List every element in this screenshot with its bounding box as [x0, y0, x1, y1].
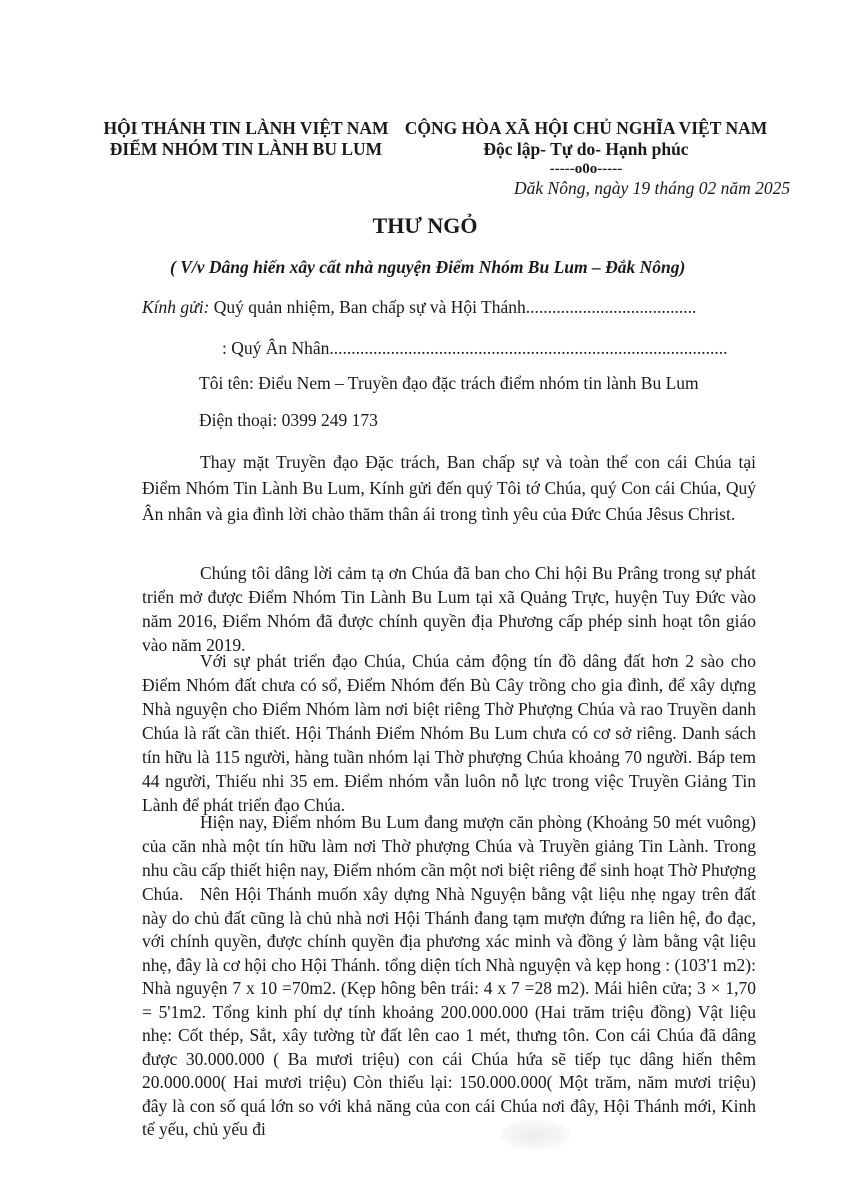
national-motto: Độc lập- Tự do- Hạnh phúc [483, 139, 689, 159]
national-header [398, 118, 774, 179]
recipient-line-2: : Quý Ân Nhân........................................................................................... [222, 338, 728, 358]
paragraph-text: Nên Hội Thánh muốn xây dựng Nhà Nguyện bằng vật liệu nhẹ ngay trên đất này do chủ đất cũng là chủ nhà nơi Hội Thánh đang tạm mượn đứng ra liên hệ, đo đạc, với chính quyền, được chính quyền địa phương xác minh và đồng ý làm bằng vật liệu nhẹ, đây là cơ hội cho Hội Thánh. tổng diện tích Nhà nguyện và kẹp hong : (103'1 m2): Nhà nguyện 7 x 10 =70m2. (Kẹp hông bên trái: 4 x 7 =28 m2). Mái hiên cửa; 3 × 1,70 = 5'1m2. Tổng kinh phí dự tính khoảng 200.000.000 (Hai trăm triệu đồng) Vật liệu nhẹ: Cốt thép, Sắt, xây tường từ đất lên cao 1 mét, thưng tôn. Con cái Chúa đã dâng được 30.000.000 ( Ba mươi triệu) con cái Chúa hứa sẽ tiếp tục dâng hiến thêm 20.000.000( Hai mươi triệu) Còn thiếu lại: 150.000.000( Một trăm, năm mươi triệu) đây là con số quá lớn so với khả năng của con cái Chúa nơi đây, Hội Thánh mới, Kinh tế yếu, chủ yếu đi [142, 884, 756, 1139]
paragraph-text: Chúng tôi dâng lời cảm tạ ơn Chúa đã ban cho Chi hội Bu Prâng trong sự phát triển mở được Điểm Nhóm Tin Lành Bu Lum tại xã Quảng Trực, huyện Tuy Đức vào năm 2016, Điểm Nhóm đã được chính quyền địa Phương cấp phép sinh hoạt tôn giáo vào năm 2019. [142, 563, 756, 655]
sender-line: Tôi tên: Điểu Nem – Truyền đạo đặc trách điểm nhóm tin lành Bu Lum [199, 373, 699, 393]
paragraph-construction-plan [142, 883, 756, 1142]
organization-branch: ĐIỂM NHÓM TIN LÀNH BU LUM [109, 139, 383, 159]
paragraph-development [142, 649, 756, 817]
phone-line: Điện thoại: 0399 249 173 [199, 410, 378, 430]
subject-line: ( V/v Dâng hiến xây cất nhà nguyện Điểm Nhóm Bu Lum – Đắk Nông) [170, 257, 686, 277]
paragraph-text: Hiện nay, Điểm nhóm Bu Lum đang mượn căn phòng (Khoảng 50 mét vuông) của căn nhà một tín hữu làm nơi Thờ phượng Chúa và Truyền giảng Tin Lành. Trong nhu cầu cấp thiết hiện nay, Điểm nhóm cần một nơi biệt riêng để sinh hoạt Thờ Phượng Chúa. [142, 812, 756, 904]
recipient-1: Quý quản nhiệm, Ban chấp sự và Hội Thánh....................................... [213, 297, 697, 317]
recipient-label: Kính gửi: [142, 297, 210, 317]
page-title: THƯ NGỎ [372, 213, 478, 238]
place-date: Dăk Nông, ngày 19 tháng 02 năm 2025 [514, 178, 791, 198]
paragraph-history [142, 561, 756, 657]
scan-smudge [500, 1120, 570, 1150]
header-divider: -----o0o----- [549, 161, 623, 177]
organization-name: HỘI THÁNH TIN LÀNH VIỆT NAM [103, 118, 389, 138]
paragraph-greeting [142, 449, 756, 527]
organization-header [96, 118, 396, 160]
recipient-line-1 [142, 297, 696, 318]
paragraph-text: Thay mặt Truyền đạo Đặc trách, Ban chấp sự và toàn thể con cái Chúa tại Điểm Nhóm Tin Lành Bu Lum, Kính gửi đến quý Tôi tớ Chúa, quý Con cái Chúa, Quý Ân nhân và gia đình lời chào thăm thân ái trong tình yêu của Đức Chúa Jêsus Christ. [142, 452, 756, 524]
paragraph-text: Với sự phát triển đạo Chúa, Chúa cảm động tín đồ dâng đất hơn 2 sào cho Điểm Nhóm đất chưa có sổ, Điểm Nhóm đến Bù Cây trồng cho gia đình, để xây dựng Nhà nguyện cho Điểm Nhóm làm nơi biệt riêng Thờ Phượng Chúa và rao Truyền danh Chúa là rất cần thiết. Hội Thánh Điểm Nhóm Bu Lum chưa có cơ sở riêng. Danh sách tín hữu là 115 người, hàng tuần nhóm lại Thờ phượng Chúa khoảng 70 người. Báp tem 44 người, Thiếu nhi 35 em. Điểm nhóm vẫn luôn nỗ lực trong việc Truyền Giảng Tin Lành để phát triển đạo Chúa. [142, 651, 756, 815]
national-title: CỘNG HÒA XÃ HỘI CHỦ NGHĨA VIỆT NAM [404, 118, 768, 138]
